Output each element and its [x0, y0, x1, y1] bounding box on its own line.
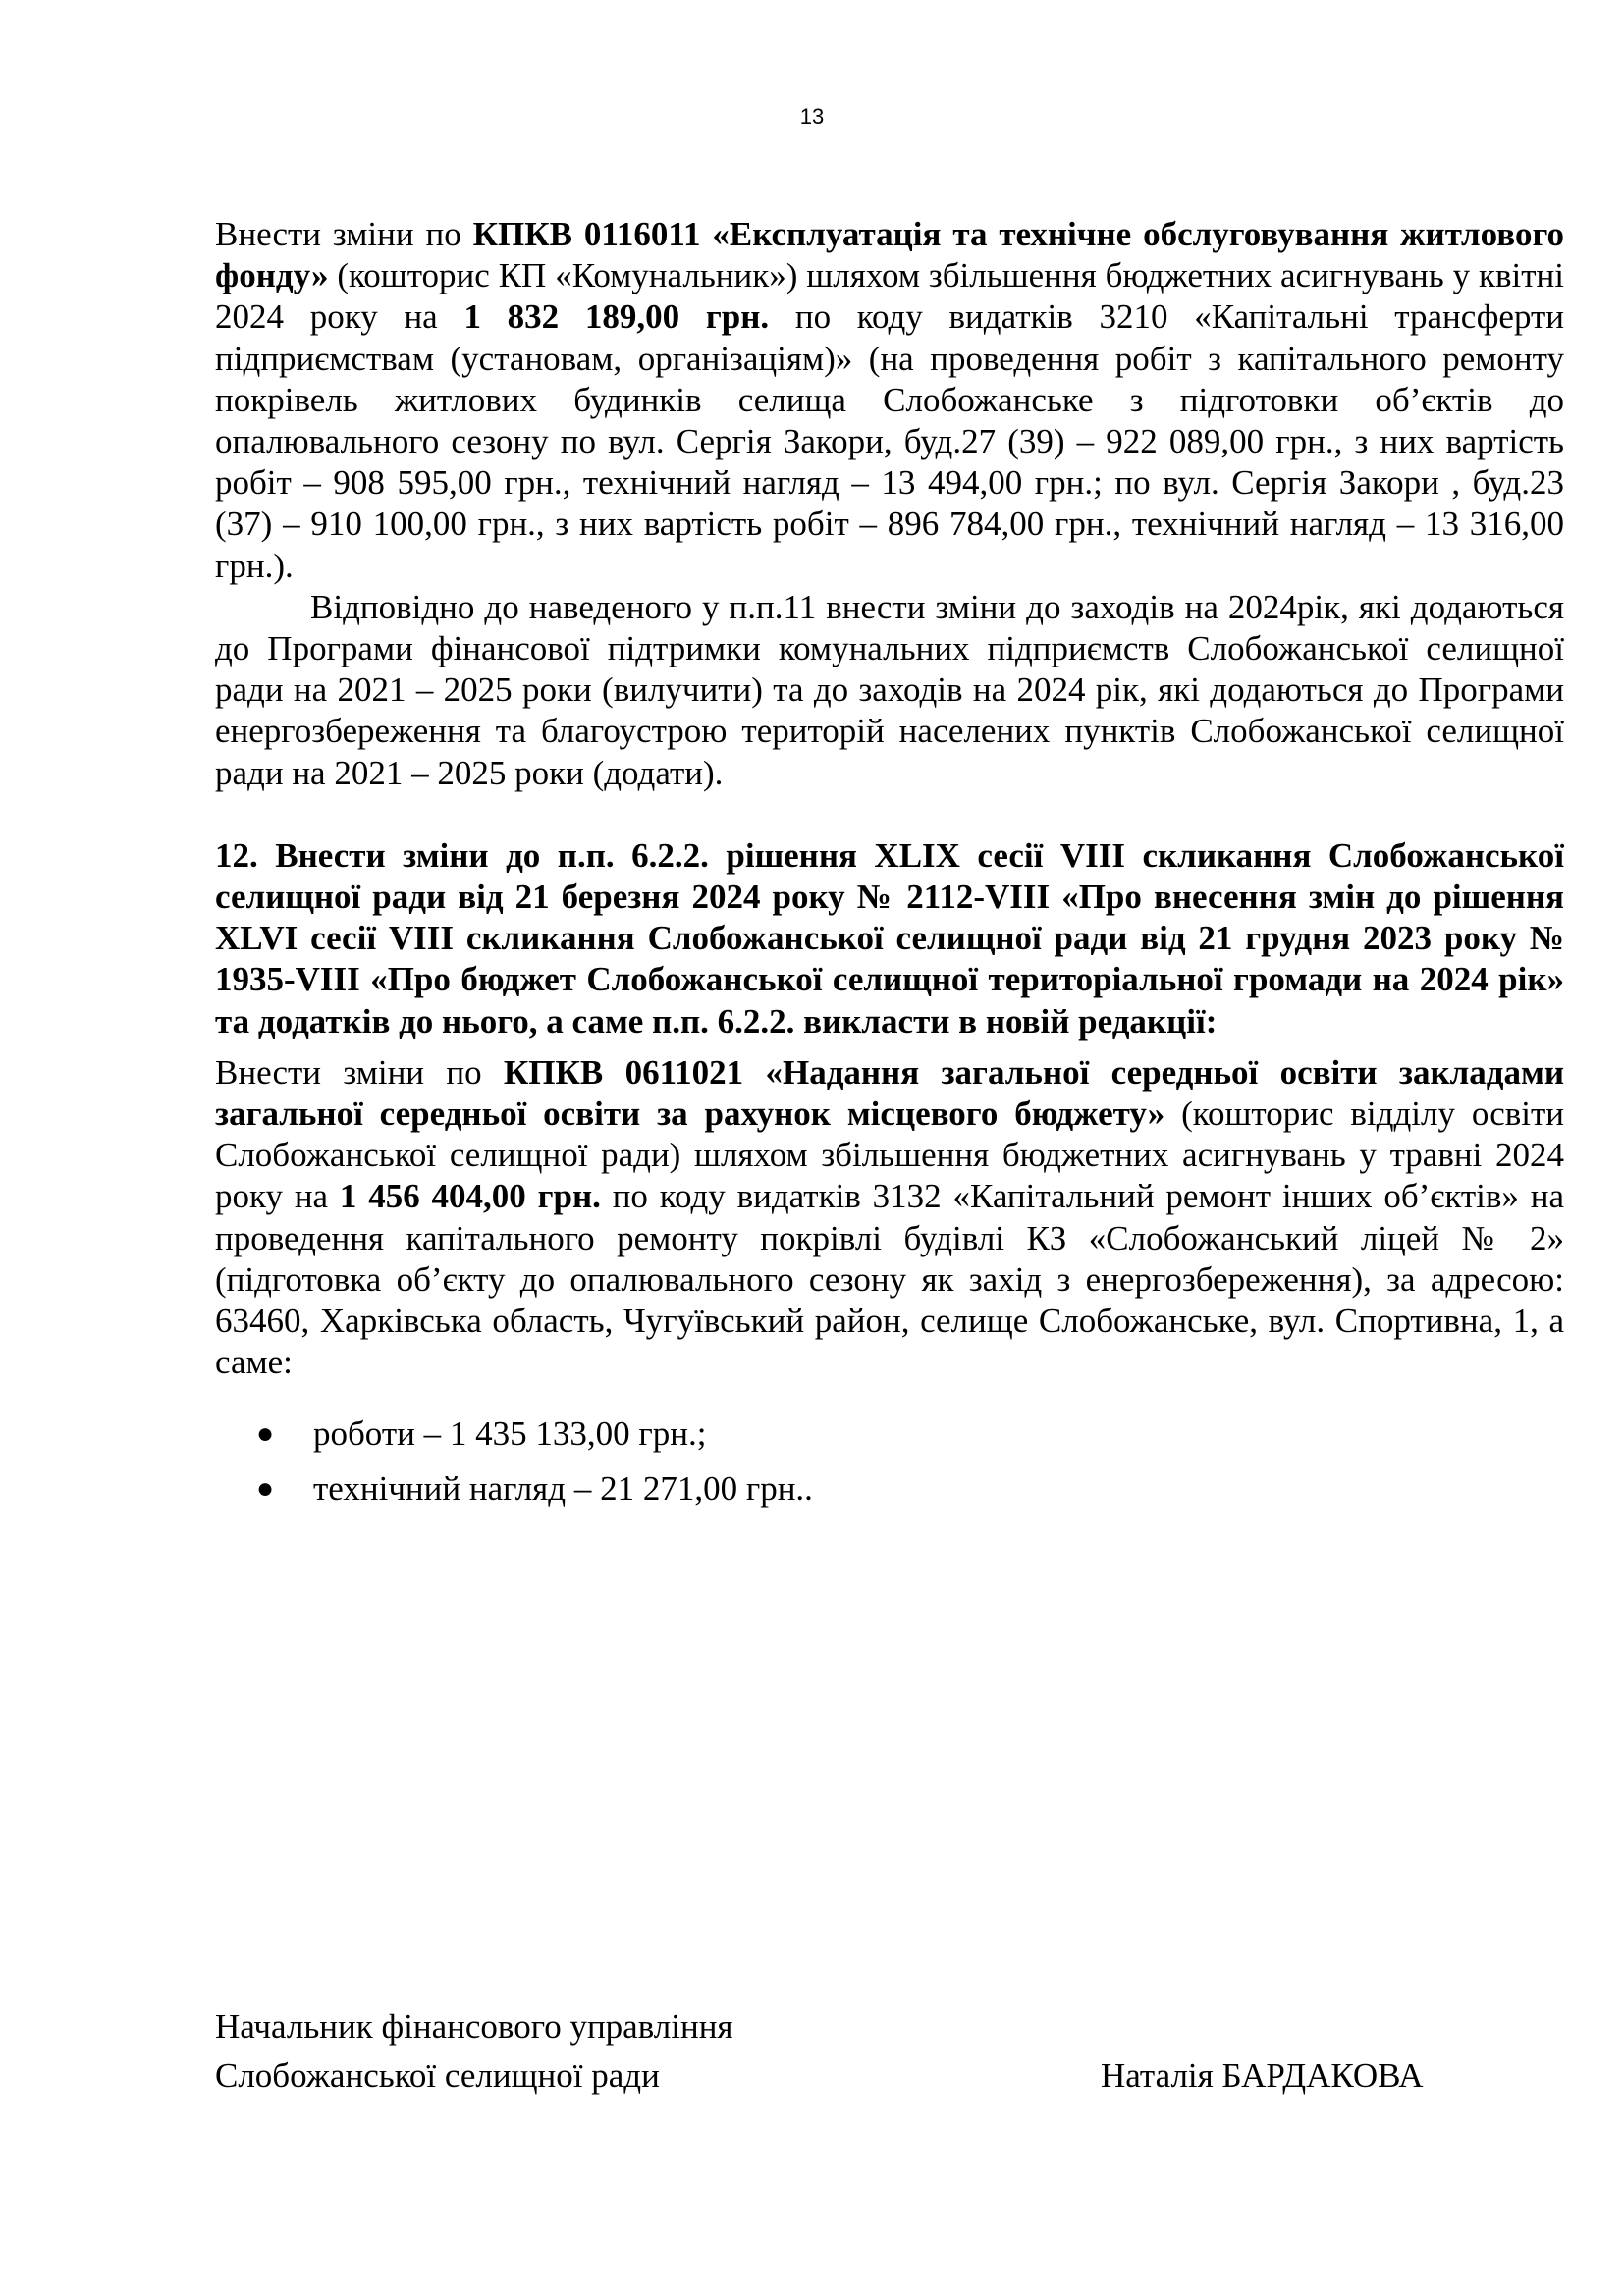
text-run: (кошторис відділу освіти Слобожанської селищної ради) шляхом збільшення бюджетних асигнувань у травні 2024 року на: [215, 1095, 1565, 1216]
page-number: 13: [799, 104, 825, 129]
list-item: [215, 1407, 1564, 1462]
signature-position-line-1: [215, 2002, 1564, 2052]
text-run: Внести зміни по: [215, 1052, 504, 1092]
list-item: [215, 1462, 1564, 1517]
signature-block: [215, 2002, 1564, 2101]
amount-highlight: 1 456 404,00 грн.: [339, 1177, 601, 1216]
cost-breakdown-list: [215, 1407, 1564, 1517]
list-item-text: роботи – 1 435 133,00 грн.;: [313, 1415, 707, 1454]
text-run: по коду видатків 3210 «Капітальні трансферти підприємствам (установам, організаціям)» (на проведення робіт з капітального ремонту покрівель житлових будинків селища Слобожанське з підготовки об’єктів до опалювального сезону по вул. Сергія Закори, буд.27 (39) – 922 089,00 грн., з них вартість робіт – 908 595,00 грн., технічний нагляд – 13 494,00 грн.; по вул. Сергія Закори , буд.23 (37) – 910 100,00 грн., з них вартість робіт – 896 784,00 грн., технічний нагляд – 13 316,00 грн.).: [215, 297, 1565, 585]
signatory-position: Начальник фінансового управління: [215, 2007, 733, 2046]
paragraph-kpkv-0611021: [215, 1052, 1564, 1384]
paragraph-program-changes: Відповідно до наведеного у п.п.11 внести зміни до заходів на 2024рік, які додаються до Програми фінансової підтримки комунальних підприємств Слобожанської селищної ради на 2021 – 2025 роки (вилучити) та до заходів на 2024 рік, які додаються до Програми енергозбереження та благоустрою територій населених пунктів Слобожанської селищної ради на 2021 – 2025 роки (додати).: [215, 587, 1564, 792]
signatory-name: Наталія БАРДАКОВА: [1101, 2056, 1424, 2095]
signature-position-line-2: [215, 2052, 1564, 2101]
bullet-icon: ●: [256, 1472, 275, 1506]
paragraph-kpkv-0116011: [215, 214, 1564, 587]
kpkv-title: КПКВ 0611021 «Надання загальної середньої освіти закладами загальної середньої освіти за рахунок місцевого бюджету»: [215, 1052, 1564, 1134]
list-item-text: технічний нагляд – 21 271,00 грн..: [313, 1469, 813, 1509]
text-run: по коду видатків 3132 «Капітальний ремонт інших об’єктів» на проведення капітального ремонту покрівлі будівлі КЗ «Слобожанський ліцей № 2» (підготовка об’єкту до опалювального сезону як захід з енергозбереження), за адресою: 63460, Харківська область, Чугуївський район, селище Слобожанське, вул. Спортивна, 1, а саме:: [215, 1177, 1565, 1382]
bullet-icon: ●: [256, 1417, 275, 1451]
text-run: (кошторис КП «Комунальник») шляхом збільшення бюджетних асигнувань у квітні 2024 року на: [215, 256, 1564, 337]
document-body: [215, 214, 1564, 1517]
text-run: Внести зміни по: [215, 215, 473, 253]
section-12-heading: 12. Внести зміни до п.п. 6.2.2. рішення XLIX сесії VIII скликання Слобожанської селищної ради від 21 березня 2024 року № 2112-VIII «Про внесення змін до рішення XLVI сесії VIII скликання Слобожанської селищної ради від 21 грудня 2023 року № 1935-VIII «Про бюджет Слобожанської селищної територіальної громади на 2024 рік» та додатків до нього, а саме п.п. 6.2.2. викласти в новій редакції:: [215, 835, 1564, 1041]
amount-highlight: 1 832 189,00 грн.: [463, 297, 770, 337]
kpkv-title: КПКВ 0116011 «Експлуатація та технічне обслуговування житлового фонду»: [215, 215, 1564, 295]
signatory-organization: Слобожанської селищної ради: [215, 2056, 660, 2095]
